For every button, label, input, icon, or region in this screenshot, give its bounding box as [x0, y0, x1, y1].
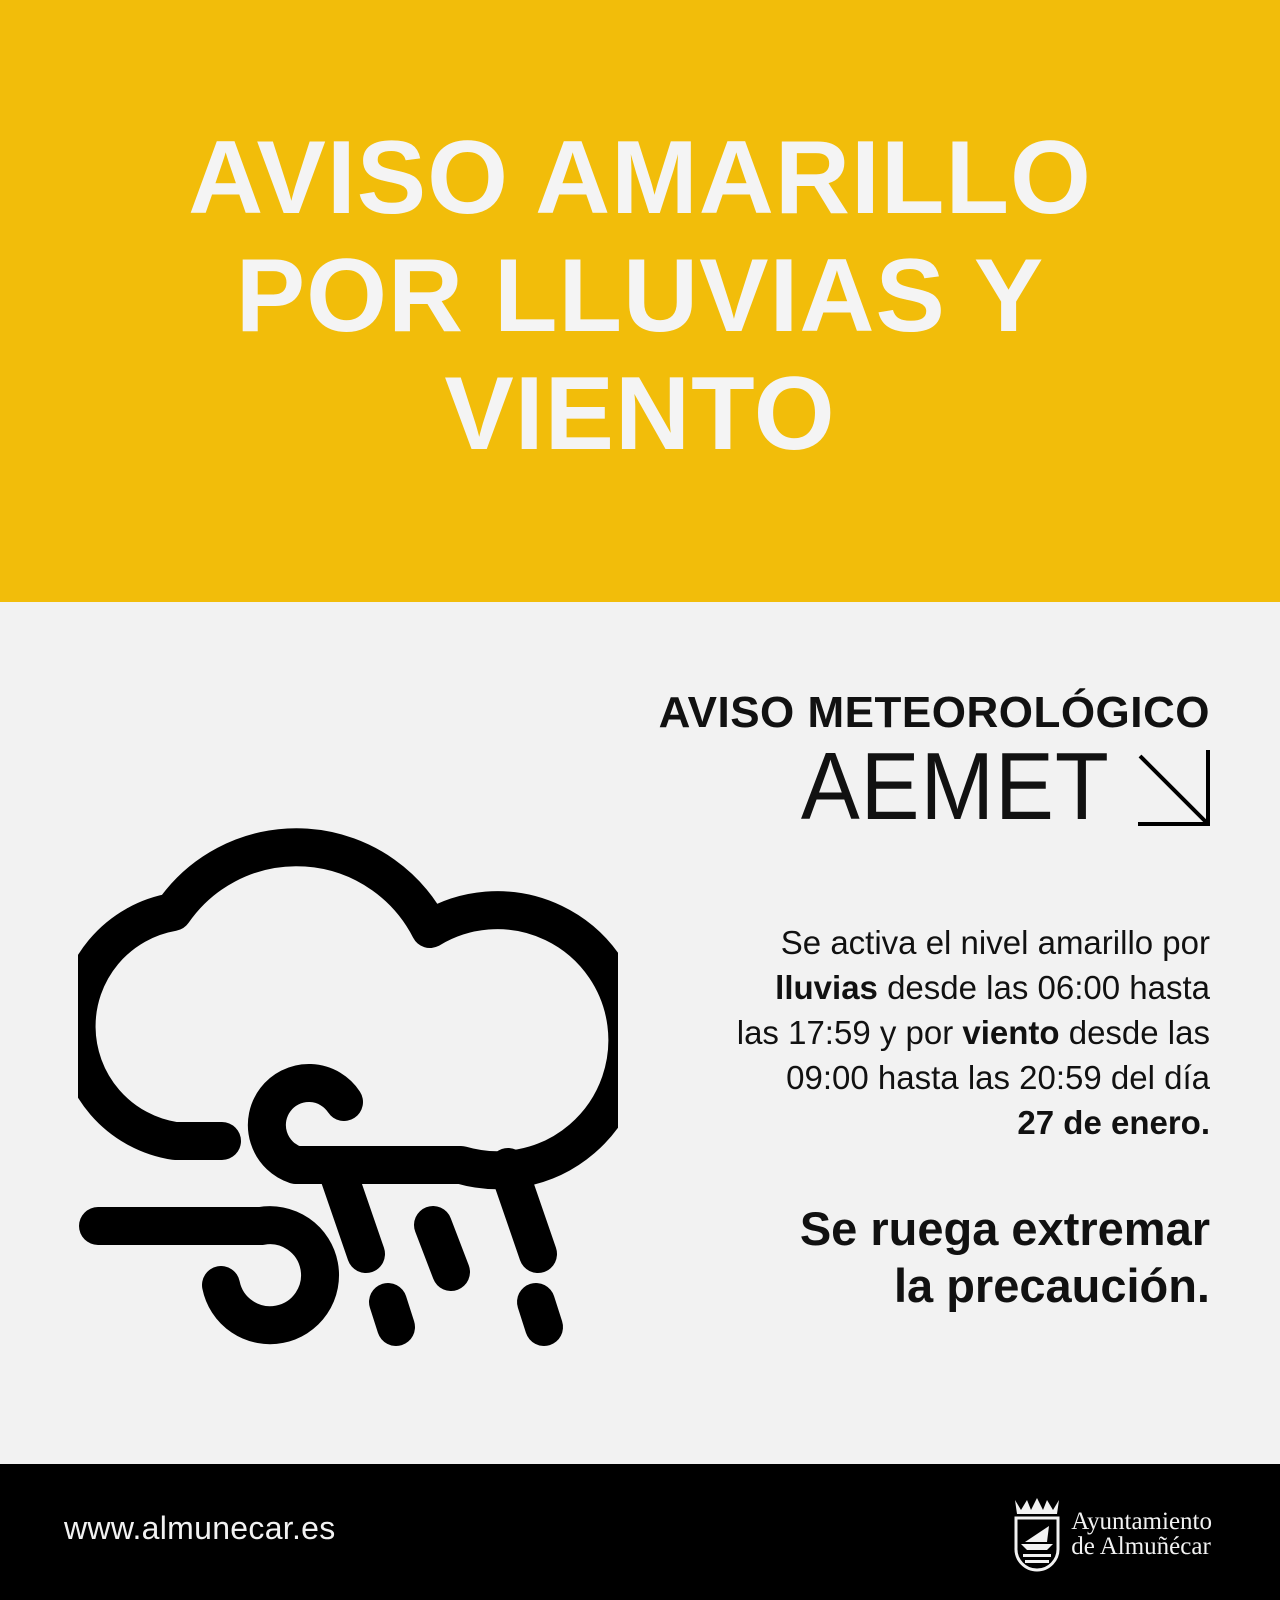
logo-text [1071, 1509, 1212, 1559]
warning-title-line-3: VIENTO [444, 356, 836, 472]
arrow-down-right-icon [1138, 750, 1210, 826]
municipality-logo [1011, 1496, 1212, 1572]
description-line-2: desde las 06:00 hasta [877, 969, 1210, 1006]
description-line-4: 09:00 hasta las 20:59 del día [786, 1059, 1210, 1096]
cloud-rain-wind-icon [78, 812, 618, 1352]
source-label: AEMET [801, 733, 1110, 840]
warning-title-line-2: POR LLUVIAS Y [235, 238, 1045, 354]
description-line-3-end: desde las [1059, 1014, 1210, 1051]
rain-label: lluvias [775, 969, 878, 1006]
source-row [774, 733, 1210, 840]
description-line-3-start: las 17:59 y por [736, 1014, 963, 1051]
website-link[interactable]: www.almunecar.es [64, 1510, 336, 1546]
crest-icon [1011, 1496, 1063, 1572]
warning-title [188, 119, 1092, 473]
content-area [0, 602, 1280, 1464]
subtitle: AVISO METEOROLÓGICO [658, 688, 1210, 737]
logo-line-2: de Almuñécar [1071, 1533, 1211, 1560]
warning-date: 27 de enero. [1017, 1104, 1210, 1141]
notice-line-2: la precaución. [893, 1259, 1210, 1312]
precaution-notice [590, 1200, 1210, 1314]
footer [0, 1464, 1280, 1600]
notice-line-1: Se ruega extremar [799, 1202, 1210, 1255]
logo-line-1: Ayuntamiento [1071, 1508, 1212, 1535]
wind-label: viento [962, 1014, 1060, 1051]
warning-title-line-1: AVISO AMARILLO [188, 120, 1092, 236]
description-line-1: Se activa el nivel amarillo por [780, 924, 1210, 961]
warning-description [590, 920, 1210, 1145]
warning-banner [0, 0, 1280, 602]
